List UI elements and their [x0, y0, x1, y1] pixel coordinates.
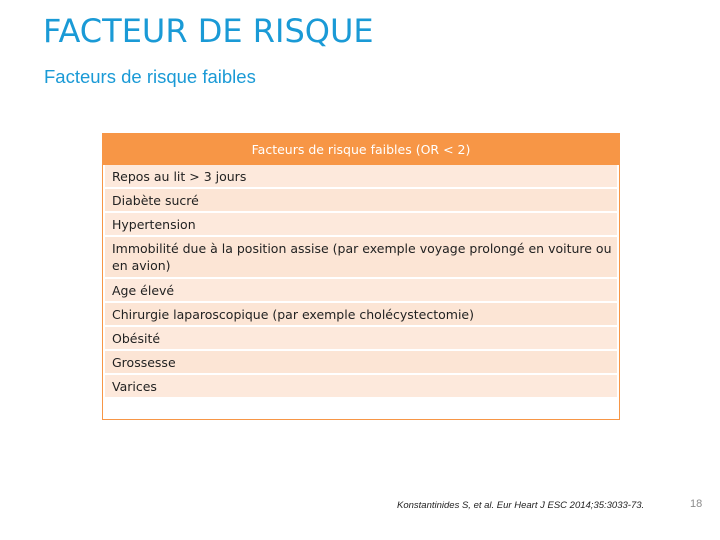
risk-factors-table [103, 134, 619, 399]
table-row [104, 164, 618, 188]
table-header-row [104, 135, 618, 164]
table-cell: Repos au lit > 3 jours [104, 164, 618, 188]
table-cell: Obésité [104, 326, 618, 350]
table-cell: Chirurgie laparoscopique (par exemple cholécystectomie) [104, 302, 618, 326]
page-number: 18 [690, 498, 703, 510]
slide-title: FACTEUR DE RISQUE [43, 12, 374, 50]
table-row [104, 350, 618, 374]
table-row [104, 374, 618, 398]
table-row [104, 188, 618, 212]
table-cell: Immobilité due à la position assise (par exemple voyage prolongé en voiture ou en avion) [104, 236, 618, 278]
table-cell: Hypertension [104, 212, 618, 236]
table-row [104, 278, 618, 302]
table-header: Facteurs de risque faibles (OR < 2) [104, 135, 618, 164]
citation: Konstantinides S, et al. Eur Heart J ESC 2014;35:3033-73. [397, 500, 645, 511]
table-cell: Varices [104, 374, 618, 398]
table-cell: Grossesse [104, 350, 618, 374]
table-cell: Age élevé [104, 278, 618, 302]
table-row [104, 302, 618, 326]
slide-subtitle: Facteurs de risque faibles [44, 66, 256, 87]
table-row [104, 326, 618, 350]
table-cell: Diabète sucré [104, 188, 618, 212]
table-row [104, 236, 618, 278]
table-row [104, 212, 618, 236]
